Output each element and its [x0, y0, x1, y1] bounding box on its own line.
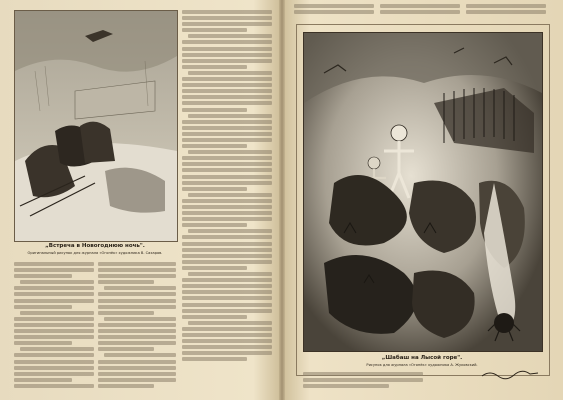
left-caption-subtitle: Оригинальный рисунок для журнала «Огонёк» художника В. Сахаров.	[27, 251, 163, 255]
left-page	[0, 0, 281, 400]
right-caption-subtitle: Рисунок для журнала «Огонёк» художника А. Жуковский.	[366, 363, 478, 367]
left-page-text-column-right	[182, 10, 272, 390]
right-page-bottom-text	[303, 372, 423, 396]
right-page-top-text-right	[466, 4, 546, 18]
left-caption-title: „Встреча в Новогоднюю ночь".	[45, 243, 145, 249]
artist-signature	[480, 368, 540, 380]
illustration-witches-sabbath	[303, 32, 543, 352]
sabbath-drawing	[304, 33, 542, 351]
right-page-top-text-left	[294, 4, 374, 18]
winter-sleigh-drawing	[15, 11, 177, 241]
illustration-new-year-night	[14, 10, 178, 242]
right-caption-title: „Шабаш на Лысой горе".	[381, 355, 463, 361]
left-page-text-column-lower-middle	[98, 262, 176, 394]
right-page-top-text-middle	[380, 4, 460, 18]
left-page-text-column-lower-left	[14, 262, 94, 394]
